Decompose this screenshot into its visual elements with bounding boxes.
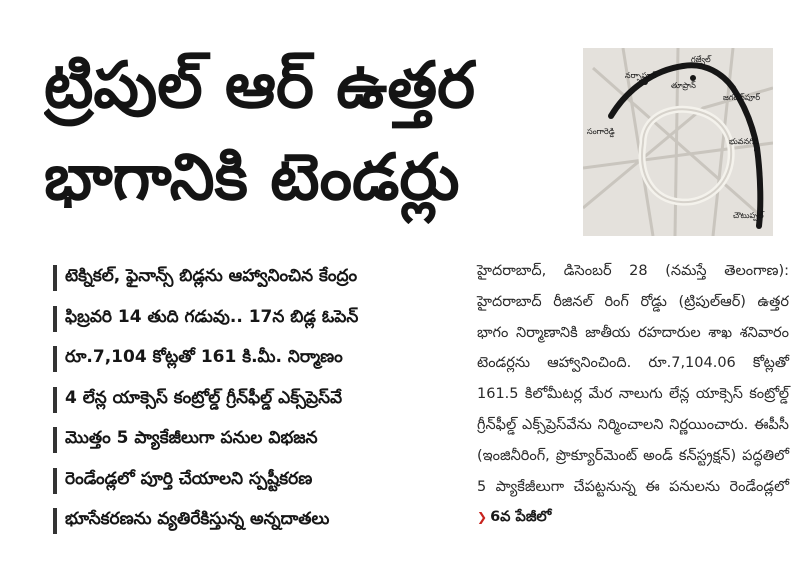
- map-label-sangareddy: సంగారెడ్డి: [587, 127, 615, 136]
- highlight-item: 4 లేన్ల యాక్సెస్ కంట్రోల్డ్ గ్రీన్‌ఫీల్డ్ ఎక్స్‌ప్రెస్‌వే: [45, 380, 440, 421]
- article-text: హైదరాబాద్, డిసెంబర్ 28 (నమస్తే తెలంగాణ): హైదరాబాద్ రీజినల్ రింగ్ రోడ్డు (ట్రిపుల్‌ఆర్) ఉత్తర భాగం నిర్మాణానికి జాతీయ రహదారుల శాఖ శనివారం టెండర్లను ఆహ్వానించింది. రూ.7,104.06 కోట్లతో 161.5 కిలోమీటర్ల మేర నాలుగు లేన్ల యాక్సెస్ కంట్రోల్డ్ గ్రీన్‌ఫీల్డ్ ఎక్స్‌ప్రెస్‌వేను నిర్మించాలని నిర్ణయించారు. ఈపీసీ (ఇంజినీరింగ్, ప్రొక్యూర్‌మెంట్ అండ్ కన్‌స్ట్రక్షన్) పద్ధతిలో 5 ప్యాకేజీలుగా చేపట్టనున్న ఈ పనులను రెండేండ్లలో: [477, 263, 789, 495]
- route-map: [583, 48, 773, 236]
- headline: [44, 40, 574, 224]
- headline-line-2: భాగానికి టెండర్లు: [44, 141, 460, 215]
- arrow-right-icon: ❯: [477, 510, 488, 525]
- continuation-label: 6వ పేజీలో: [490, 509, 552, 526]
- map-label-bhuvanagiri: భువనగిరి: [729, 137, 759, 146]
- map-label-gajwel: గజ్వేల్: [691, 55, 711, 64]
- map-label-choutuppal: చౌటుప్పల్: [733, 211, 764, 220]
- route-map-graphic: [583, 48, 773, 236]
- highlight-item: మొత్తం 5 ప్యాకేజీలుగా పనుల విభజన: [45, 420, 440, 461]
- map-label-toopran: తూప్రాన్: [671, 81, 696, 90]
- highlight-item: టెక్నికల్, ఫైనాన్స్ బిడ్లను ఆహ్వానించిన కేంద్రం: [45, 258, 440, 299]
- highlight-item: ఫిబ్రవరి 14 తుది గడువు.. 17న బిడ్ల ఓపెన్: [45, 299, 440, 340]
- map-label-narsapur: నర్సాపూర్: [625, 71, 657, 80]
- headline-line-1: ట్రిపుల్ ఆర్ ఉత్తర: [44, 49, 476, 123]
- highlight-item: రెండేండ్లలో పూర్తి చేయాలని స్పష్టీకరణ: [45, 461, 440, 502]
- highlights-list: [45, 258, 440, 542]
- map-label-jagdevpur: జగదేవ్‌పూర్: [723, 93, 761, 102]
- highlight-item: రూ.7,104 కోట్లతో 161 కి.మీ. నిర్మాణం: [45, 339, 440, 380]
- article-body: [477, 256, 789, 533]
- highlight-item: భూసేకరణను వ్యతిరేకిస్తున్న అన్నదాతలు: [45, 501, 440, 542]
- continuation-ref[interactable]: [477, 502, 551, 533]
